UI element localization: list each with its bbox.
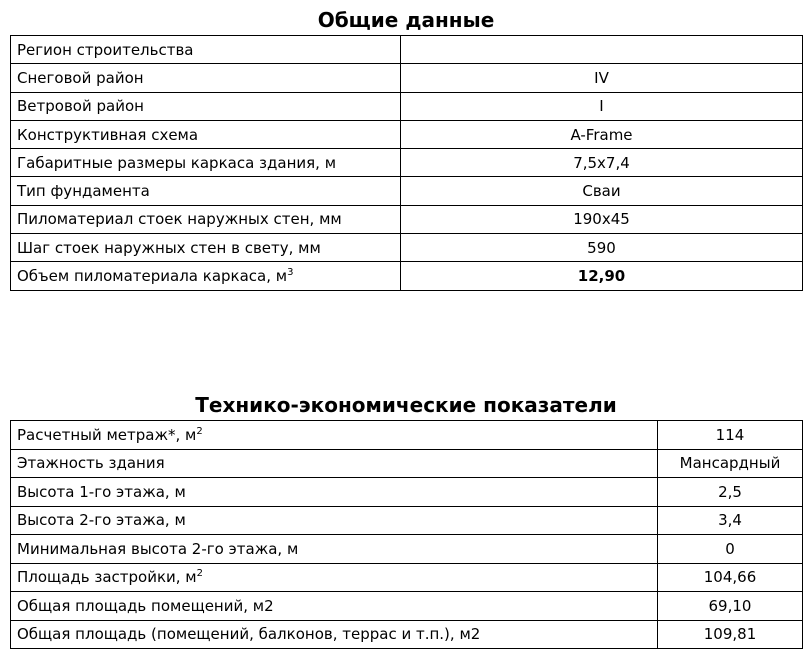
row-label: Общая площадь (помещений, балконов, террас и т.п.), м2	[11, 620, 658, 649]
table-row	[11, 36, 803, 64]
table-row	[11, 234, 803, 262]
general-data-table	[10, 35, 803, 291]
table-row	[11, 563, 803, 592]
row-label: Площадь застройки, $м^2$	[11, 563, 658, 592]
row-value: 190x45	[401, 205, 803, 233]
row-label: Шаг стоек наружных стен в свету, мм	[11, 234, 401, 262]
general-data-title: Общие данные	[317, 8, 495, 32]
unit-superscript: 3	[287, 267, 294, 279]
row-label: Объем пиломатериала каркаса, $м^3$	[11, 262, 401, 290]
row-value: Мансардный	[658, 449, 803, 478]
table-row	[11, 478, 803, 507]
row-label: Общая площадь помещений, м2	[11, 592, 658, 621]
row-label: Расчетный метраж*, $м^2$	[11, 421, 658, 450]
table-row	[11, 620, 803, 649]
row-label: Габаритные размеры каркаса здания, м	[11, 149, 401, 177]
row-value: 114	[658, 421, 803, 450]
table-row	[11, 421, 803, 450]
row-value: IV	[401, 64, 803, 92]
row-value: 0	[658, 535, 803, 564]
row-label: Минимальная высота 2-го этажа, м	[11, 535, 658, 564]
table-row	[11, 149, 803, 177]
row-value: 2,5	[658, 478, 803, 507]
table-row	[11, 262, 803, 290]
table-row	[11, 64, 803, 92]
table-row	[11, 506, 803, 535]
table-row	[11, 449, 803, 478]
row-value: 12,90	[401, 262, 803, 290]
table-row	[11, 205, 803, 233]
row-label: Ветровой район	[11, 92, 401, 120]
table-row	[11, 177, 803, 205]
row-label: Высота 1-го этажа, м	[11, 478, 658, 507]
row-label: Снеговой район	[11, 64, 401, 92]
row-label: Конструктивная схема	[11, 120, 401, 148]
row-label: Пиломатериал стоек наружных стен, мм	[11, 205, 401, 233]
row-value: 69,10	[658, 592, 803, 621]
row-label: Этажность здания	[11, 449, 658, 478]
row-value: I	[401, 92, 803, 120]
table-row	[11, 120, 803, 148]
tech-indicators-title: Технико-экономические показатели	[195, 393, 617, 417]
row-value	[401, 36, 803, 64]
table-row	[11, 92, 803, 120]
row-value: 590	[401, 234, 803, 262]
row-value: 109,81	[658, 620, 803, 649]
row-label: Высота 2-го этажа, м	[11, 506, 658, 535]
tech-indicators-table	[10, 420, 803, 649]
unit-superscript: 2	[196, 425, 203, 437]
row-value: 3,4	[658, 506, 803, 535]
row-value: Сваи	[401, 177, 803, 205]
row-value: 104,66	[658, 563, 803, 592]
row-label: Регион строительства	[11, 36, 401, 64]
table-row	[11, 535, 803, 564]
row-label: Тип фундамента	[11, 177, 401, 205]
unit-superscript: 2	[196, 568, 203, 580]
table-row	[11, 592, 803, 621]
row-value: 7,5x7,4	[401, 149, 803, 177]
row-value: A-Frame	[401, 120, 803, 148]
